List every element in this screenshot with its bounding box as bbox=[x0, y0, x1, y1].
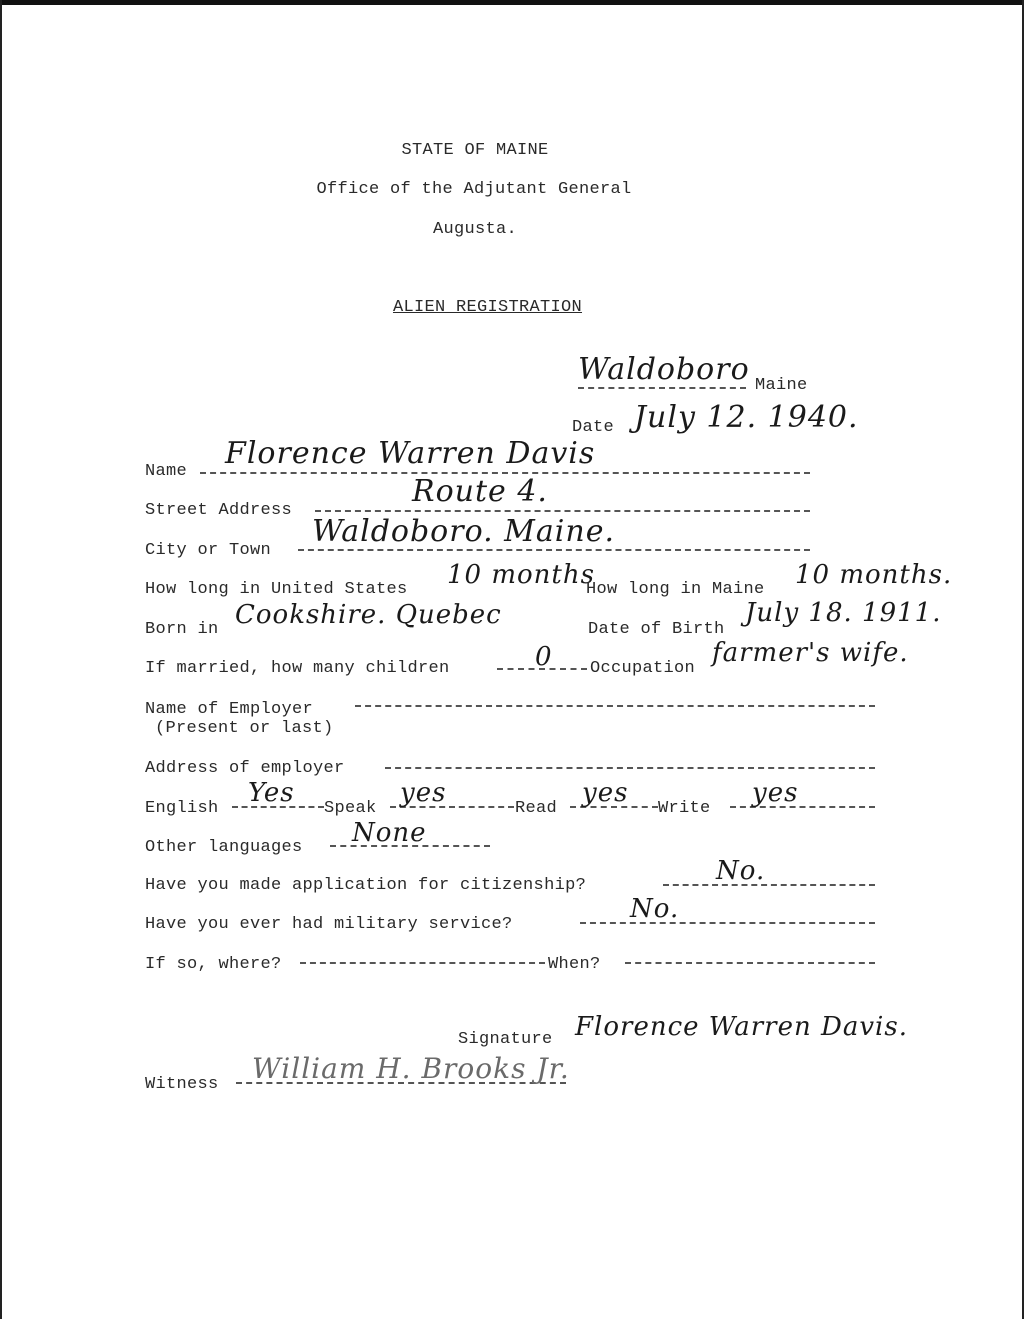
maine-label: Maine bbox=[755, 376, 808, 395]
born-in-value: Cookshire. Quebec bbox=[235, 600, 502, 630]
scan-top-edge bbox=[0, 0, 1024, 5]
date-value: July 12. 1940. bbox=[634, 400, 859, 435]
header-city: Augusta. bbox=[432, 220, 517, 239]
town-line bbox=[578, 387, 746, 389]
name-value: Florence Warren Davis bbox=[225, 436, 596, 471]
speak-value: yes bbox=[400, 778, 447, 808]
children-value: 0 bbox=[535, 642, 553, 672]
how-long-maine-value: 10 months. bbox=[795, 560, 953, 590]
header-state: STATE OF MAINE bbox=[401, 141, 549, 160]
if-so-where-label: If so, where? bbox=[145, 955, 282, 974]
when-line bbox=[625, 962, 875, 964]
write-label: Write bbox=[658, 799, 711, 818]
dob-value: July 18. 1911. bbox=[745, 598, 942, 628]
how-long-maine-label: How long in Maine bbox=[586, 580, 765, 599]
citizenship-label: Have you made application for citizenship? bbox=[145, 876, 587, 895]
signature-value: Florence Warren Davis. bbox=[575, 1012, 908, 1042]
where-line bbox=[300, 962, 545, 964]
town-value: Waldoboro bbox=[578, 352, 750, 387]
city-line bbox=[298, 549, 810, 551]
occupation-label: Occupation bbox=[590, 659, 696, 678]
employer-sub-label: (Present or last) bbox=[155, 719, 334, 738]
born-in-label: Born in bbox=[145, 620, 219, 639]
when-label: When? bbox=[548, 955, 601, 974]
read-label: Read bbox=[515, 799, 558, 818]
married-label: If married, how many children bbox=[145, 659, 450, 678]
city-value: Waldoboro. Maine. bbox=[312, 514, 615, 549]
employer-address-line bbox=[385, 767, 875, 769]
english-value: Yes bbox=[248, 778, 295, 808]
employer-label: Name of Employer bbox=[145, 700, 314, 719]
street-line bbox=[315, 510, 810, 512]
occupation-value: farmer's wife. bbox=[712, 638, 909, 668]
military-value: No. bbox=[630, 894, 680, 924]
how-long-us-label: How long in United States bbox=[145, 580, 408, 599]
name-label: Name bbox=[145, 462, 188, 481]
citizenship-line bbox=[663, 884, 875, 886]
other-languages-label: Other languages bbox=[145, 838, 303, 857]
military-line bbox=[580, 922, 875, 924]
other-languages-value: None bbox=[352, 818, 427, 848]
street-label: Street Address bbox=[145, 501, 293, 520]
how-long-us-value: 10 months bbox=[447, 560, 595, 590]
speak-label: Speak bbox=[324, 799, 377, 818]
signature-label: Signature bbox=[458, 1030, 553, 1049]
city-label: City or Town bbox=[145, 541, 272, 560]
write-value: yes bbox=[752, 778, 799, 808]
date-label: Date bbox=[572, 418, 615, 437]
dob-label: Date of Birth bbox=[588, 620, 725, 639]
header-office: Office of the Adjutant General bbox=[316, 180, 632, 199]
street-value: Route 4. bbox=[412, 474, 548, 509]
english-label: English bbox=[145, 799, 219, 818]
military-label: Have you ever had military service? bbox=[145, 915, 513, 934]
employer-line bbox=[355, 705, 875, 707]
citizenship-value: No. bbox=[716, 856, 766, 886]
read-value: yes bbox=[582, 778, 629, 808]
form-title: ALIEN REGISTRATION bbox=[392, 298, 583, 317]
witness-value: William H. Brooks Jr. bbox=[252, 1052, 570, 1085]
witness-label: Witness bbox=[145, 1075, 219, 1094]
employer-address-label: Address of employer bbox=[145, 759, 345, 778]
